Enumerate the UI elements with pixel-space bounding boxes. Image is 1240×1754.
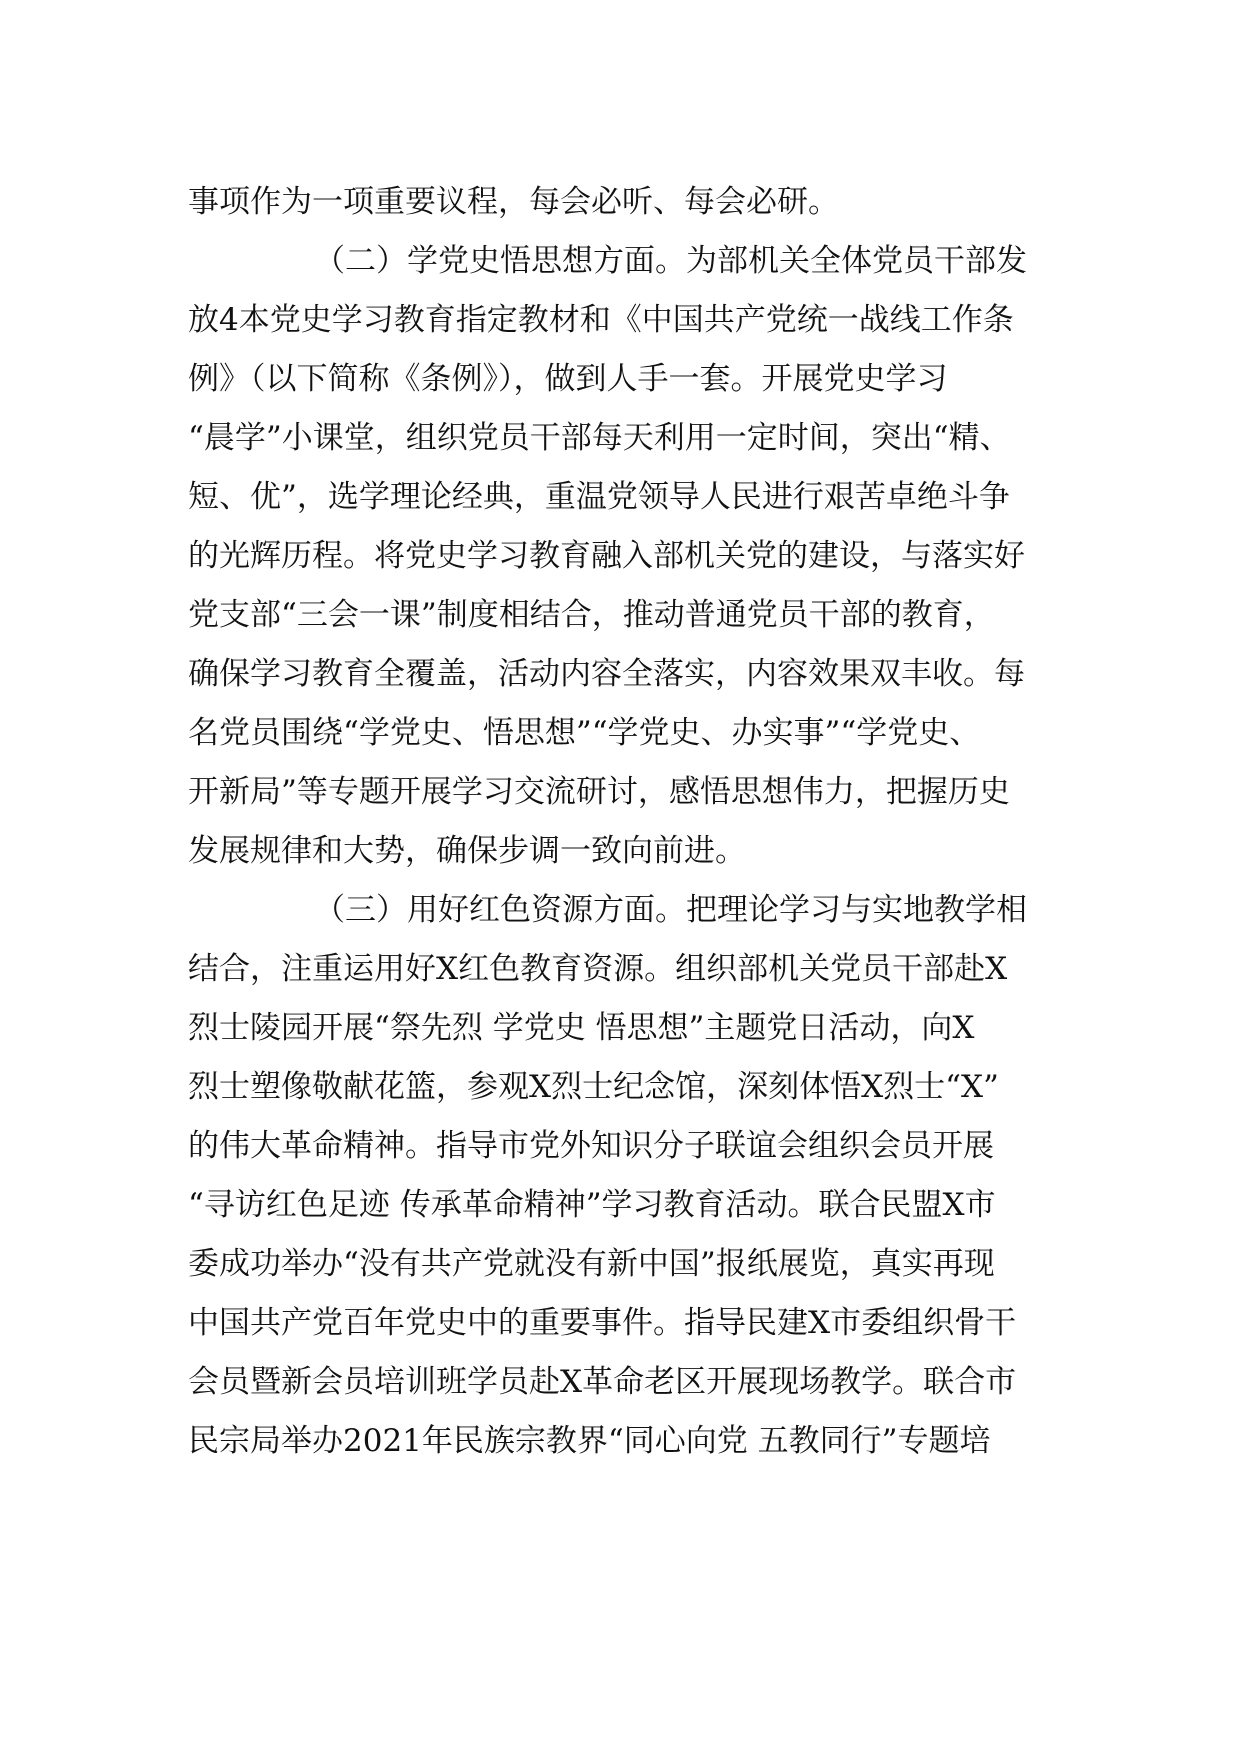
text-line: 事项作为一项重要议程，每会必听、每会必研。 xyxy=(188,184,839,220)
text-line: （三）用好红色资源方面。把理论学习与实地教学相 xyxy=(314,892,1027,928)
text-line: 确保学习教育全覆盖，活动内容全落实，内容效果双丰收。每 xyxy=(188,656,1025,692)
text-line: （二）学党史悟思想方面。为部机关全体党员干部发 xyxy=(314,243,1027,279)
text-line: 短、优”，选学理论经典，重温党领导人民进行艰苦卓绝斗争 xyxy=(188,479,1010,515)
text-line: 会员暨新会员培训班学员赴X革命老区开展现场教学。联合市 xyxy=(188,1364,1017,1400)
text-line: 放4本党史学习教育指定教材和《中国共产党统一战线工作条 xyxy=(188,302,1014,338)
text-line: “寻访红色足迹 传承革命精神”学习教育活动。联合民盟X市 xyxy=(188,1187,996,1223)
text-line: 结合，注重运用好X红色教育资源。组织部机关党员干部赴X xyxy=(188,951,1008,987)
text-line: 党支部“三会一课”制度相结合，推动普通党员干部的教育， xyxy=(188,597,995,633)
text-line: 例》（以下简称《条例》），做到人手一套。开展党史学习 xyxy=(188,361,948,397)
text-line: 民宗局举办2021年民族宗教界“同心向党 五教同行”专题培 xyxy=(188,1423,991,1459)
text-line: 中国共产党百年党史中的重要事件。指导民建X市委组织骨干 xyxy=(188,1305,1017,1341)
text-line: 的伟大革命精神。指导市党外知识分子联谊会组织会员开展 xyxy=(188,1128,994,1164)
text-line: 名党员围绕“学党史、悟思想”“学党史、办实事”“学党史、 xyxy=(188,715,981,751)
text-line: “晨学”小课堂，组织党员干部每天利用一定时间，突出“精、 xyxy=(188,420,1011,456)
text-line: 烈士塑像敬献花篮，参观X烈士纪念馆，深刻体悟X烈士“X” xyxy=(188,1069,999,1105)
text-line: 发展规律和大势，确保步调一致向前进。 xyxy=(188,833,746,869)
text-line: 烈士陵园开展“祭先烈 学党史 悟思想”主题党日活动，向X xyxy=(188,1010,975,1046)
text-line: 开新局”等专题开展学习交流研讨，感悟思想伟力，把握历史 xyxy=(188,774,1010,810)
text-line: 委成功举办“没有共产党就没有新中国”报纸展览，真实再现 xyxy=(188,1246,995,1282)
text-line: 的光辉历程。将党史学习教育融入部机关党的建设，与落实好 xyxy=(188,538,1025,574)
